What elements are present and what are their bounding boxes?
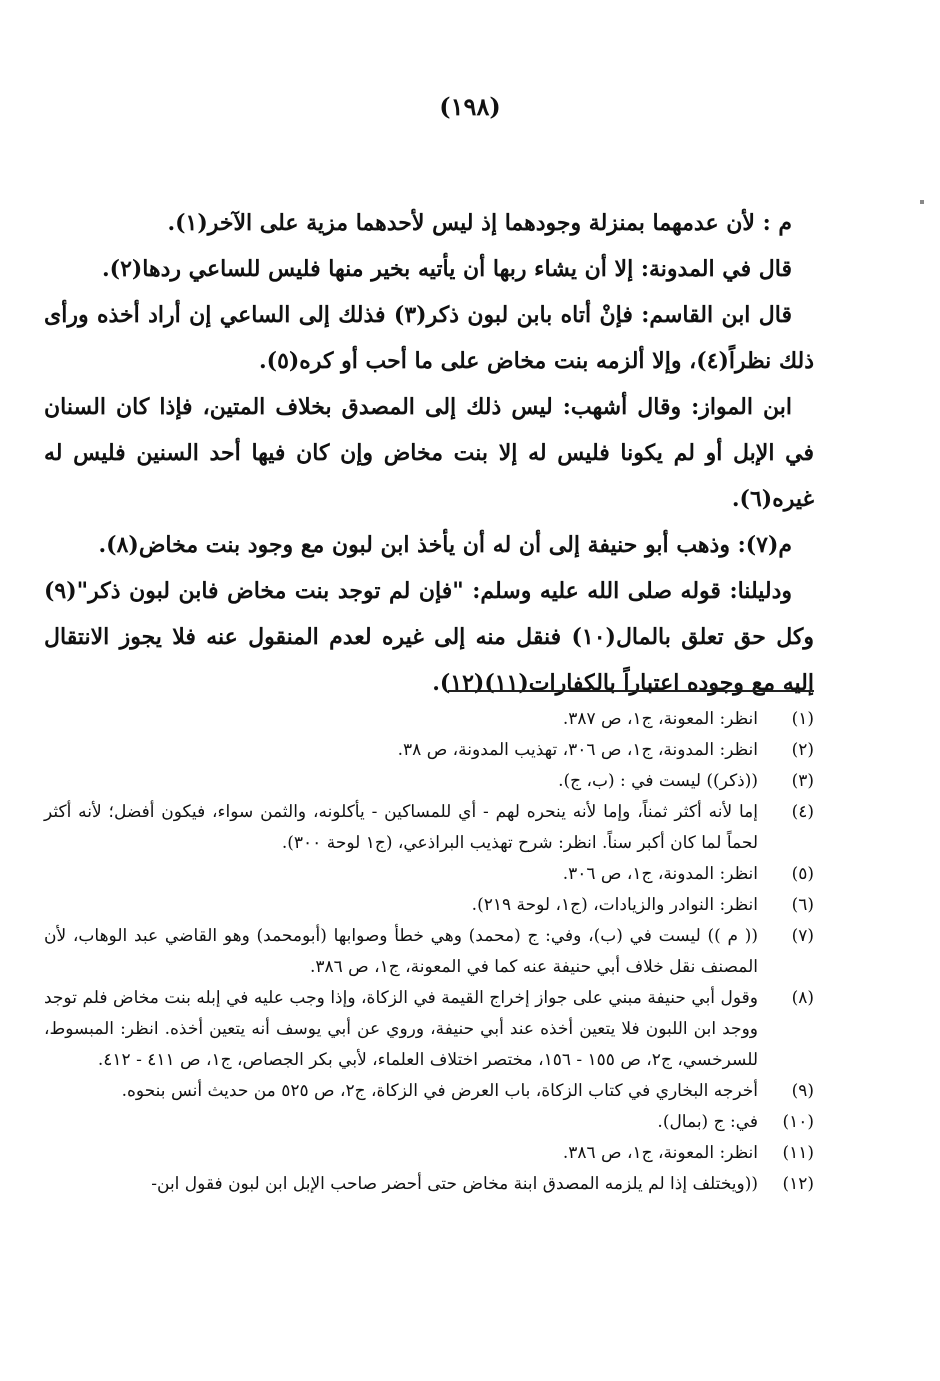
footnote-number: (٢) — [791, 740, 814, 760]
footnote — [44, 766, 814, 797]
paragraph: ودليلنا: قوله صلى الله عليه وسلم: "فإن لم توجد بنت مخاض فابن لبون ذكر"(٩) وكل حق تعلق بالمال(١٠) فنقل منه إلى غيره لعدم المنقول عنه فلا يجوز الانتقال إليه مع وجوده اعتباراً بالكفارات(١١)(١٢). — [44, 578, 814, 696]
footnote-number: (٦) — [791, 895, 814, 915]
paragraph: قال ابن القاسم: فإنْ أتاه بابن لبون ذكر(٣) فذلك إلى الساعي إن أراد أخذه ورأى ذلك نظراً(٤)، وإلا ألزمه بنت مخاض على ما أحب أو كره(٥). — [44, 302, 814, 374]
footnote-text: في: ج (بمال). — [657, 1112, 758, 1132]
footnote-number: (٣) — [791, 771, 814, 791]
scan-speck — [920, 200, 924, 204]
footnote-text: انظر: المعونة، ج١، ص ٣٨٧. — [562, 709, 758, 729]
footnote-text: إما لأنه أكثر ثمناً، وإما لأنه ينحره لهم - أي للمساكين - يأكلونه، والثمن سواء، فيكون أفضل؛ لأنه أكثر لحماً لما كان أكبر سناً. انظر: شرح تهذيب البراذعي، (ج١ لوحة ٣٠٠). — [44, 802, 758, 853]
footnote-text: ((ذكر)) ليست في : (ب، ج). — [558, 771, 758, 791]
footnote-text: (( م )) ليست في (ب)، وفي: ج (محمد) وهي خطأ وصوابها (أبومحمد) وهو القاضي عبد الوهاب، لأن المصنف نقل خلاف أبي حنيفة عنه كما في المعونة، ج١، ص ٣٨٦. — [44, 926, 758, 977]
paragraph: ابن المواز: وقال أشهب: ليس ذلك إلى المصدق بخلاف المتين، فإذا كان السنان في الإبل أو لم يكونا فليس له إلا بنت مخاض وإن كان فيها أحد السنين فليس له غيره(٦). — [44, 394, 814, 512]
footnote-number: (١٠) — [782, 1112, 814, 1132]
footnote — [44, 797, 814, 859]
footnote-text: أخرجه البخاري في كتاب الزكاة، باب العرض في الزكاة، ج٢، ص ٥٢٥ من حديث أنس بنحوه. — [121, 1081, 758, 1101]
footnote-number: (٨) — [791, 988, 814, 1008]
footnote — [44, 1138, 814, 1169]
footnote-text: انظر: المدونة، ج١، ص ٣٠٦. — [562, 864, 758, 884]
footnote-number: (١) — [791, 709, 814, 729]
footnote-number: (٩) — [791, 1081, 814, 1101]
footnote-text: وقول أبي حنيفة مبني على جواز إخراج القيمة في الزكاة، وإذا وجب عليه في إبله بنت مخاض فلم توجد ووجد ابن اللبون فلا يتعين أخذه عند أبي حنيفة، وروي عن أبي يوسف أنه يتعين أخذه. انظر: المبسوط، للسرخسي، ج٢، ص ١٥٥ - ١٥٦، مختصر اختلاف العلماء، لأبي بكر الجصاص، ج١، ص ٤١١ - ٤١٢. — [44, 988, 758, 1070]
paragraph: م(٧): وذهب أبو حنيفة إلى أن له أن يأخذ ابن لبون مع وجود بنت مخاض(٨). — [98, 532, 792, 558]
footnotes — [44, 704, 814, 1200]
footnote — [44, 735, 814, 766]
footnote-text: انظر: المعونة، ج١، ص ٣٨٦. — [562, 1143, 758, 1163]
footnote — [44, 859, 814, 890]
footnote-number: (٥) — [791, 864, 814, 884]
footnote — [44, 921, 814, 983]
footnote-text: انظر: النوادر والزيادات، (ج١، لوحة ٢١٩). — [471, 895, 758, 915]
footnote — [44, 890, 814, 921]
footnote-number: (١١) — [782, 1143, 814, 1163]
footnote — [44, 1076, 814, 1107]
footnote — [44, 983, 814, 1076]
footnote-number: (٤) — [791, 802, 814, 822]
footnote — [44, 1169, 814, 1200]
footnote — [44, 1107, 814, 1138]
footnote-text: انظر: المدونة، ج١، ص ٣٠٦، تهذيب المدونة، ص ٣٨. — [397, 740, 758, 760]
page-number: (١٩٨) — [439, 92, 501, 121]
paragraph: قال في المدونة: إلا أن يشاء ربها أن يأتيه بخير منها فليس للساعي ردها(٢). — [101, 256, 792, 282]
footnote — [44, 704, 814, 735]
footnote-number: (٧) — [791, 926, 814, 946]
footnote-number: (١٢) — [782, 1174, 814, 1194]
footnote-separator — [448, 690, 814, 692]
paragraph: م : لأن عدمهما بمنزلة وجودهما إذ ليس لأحدهما مزية على الآخر(١). — [167, 210, 792, 236]
footnote-text: ((ويختلف إذا لم يلزمه المصدق ابنة مخاض حتى أحضر صاحب الإبل ابن لبون فقول ابن- — [151, 1174, 758, 1194]
main-text — [44, 200, 814, 706]
